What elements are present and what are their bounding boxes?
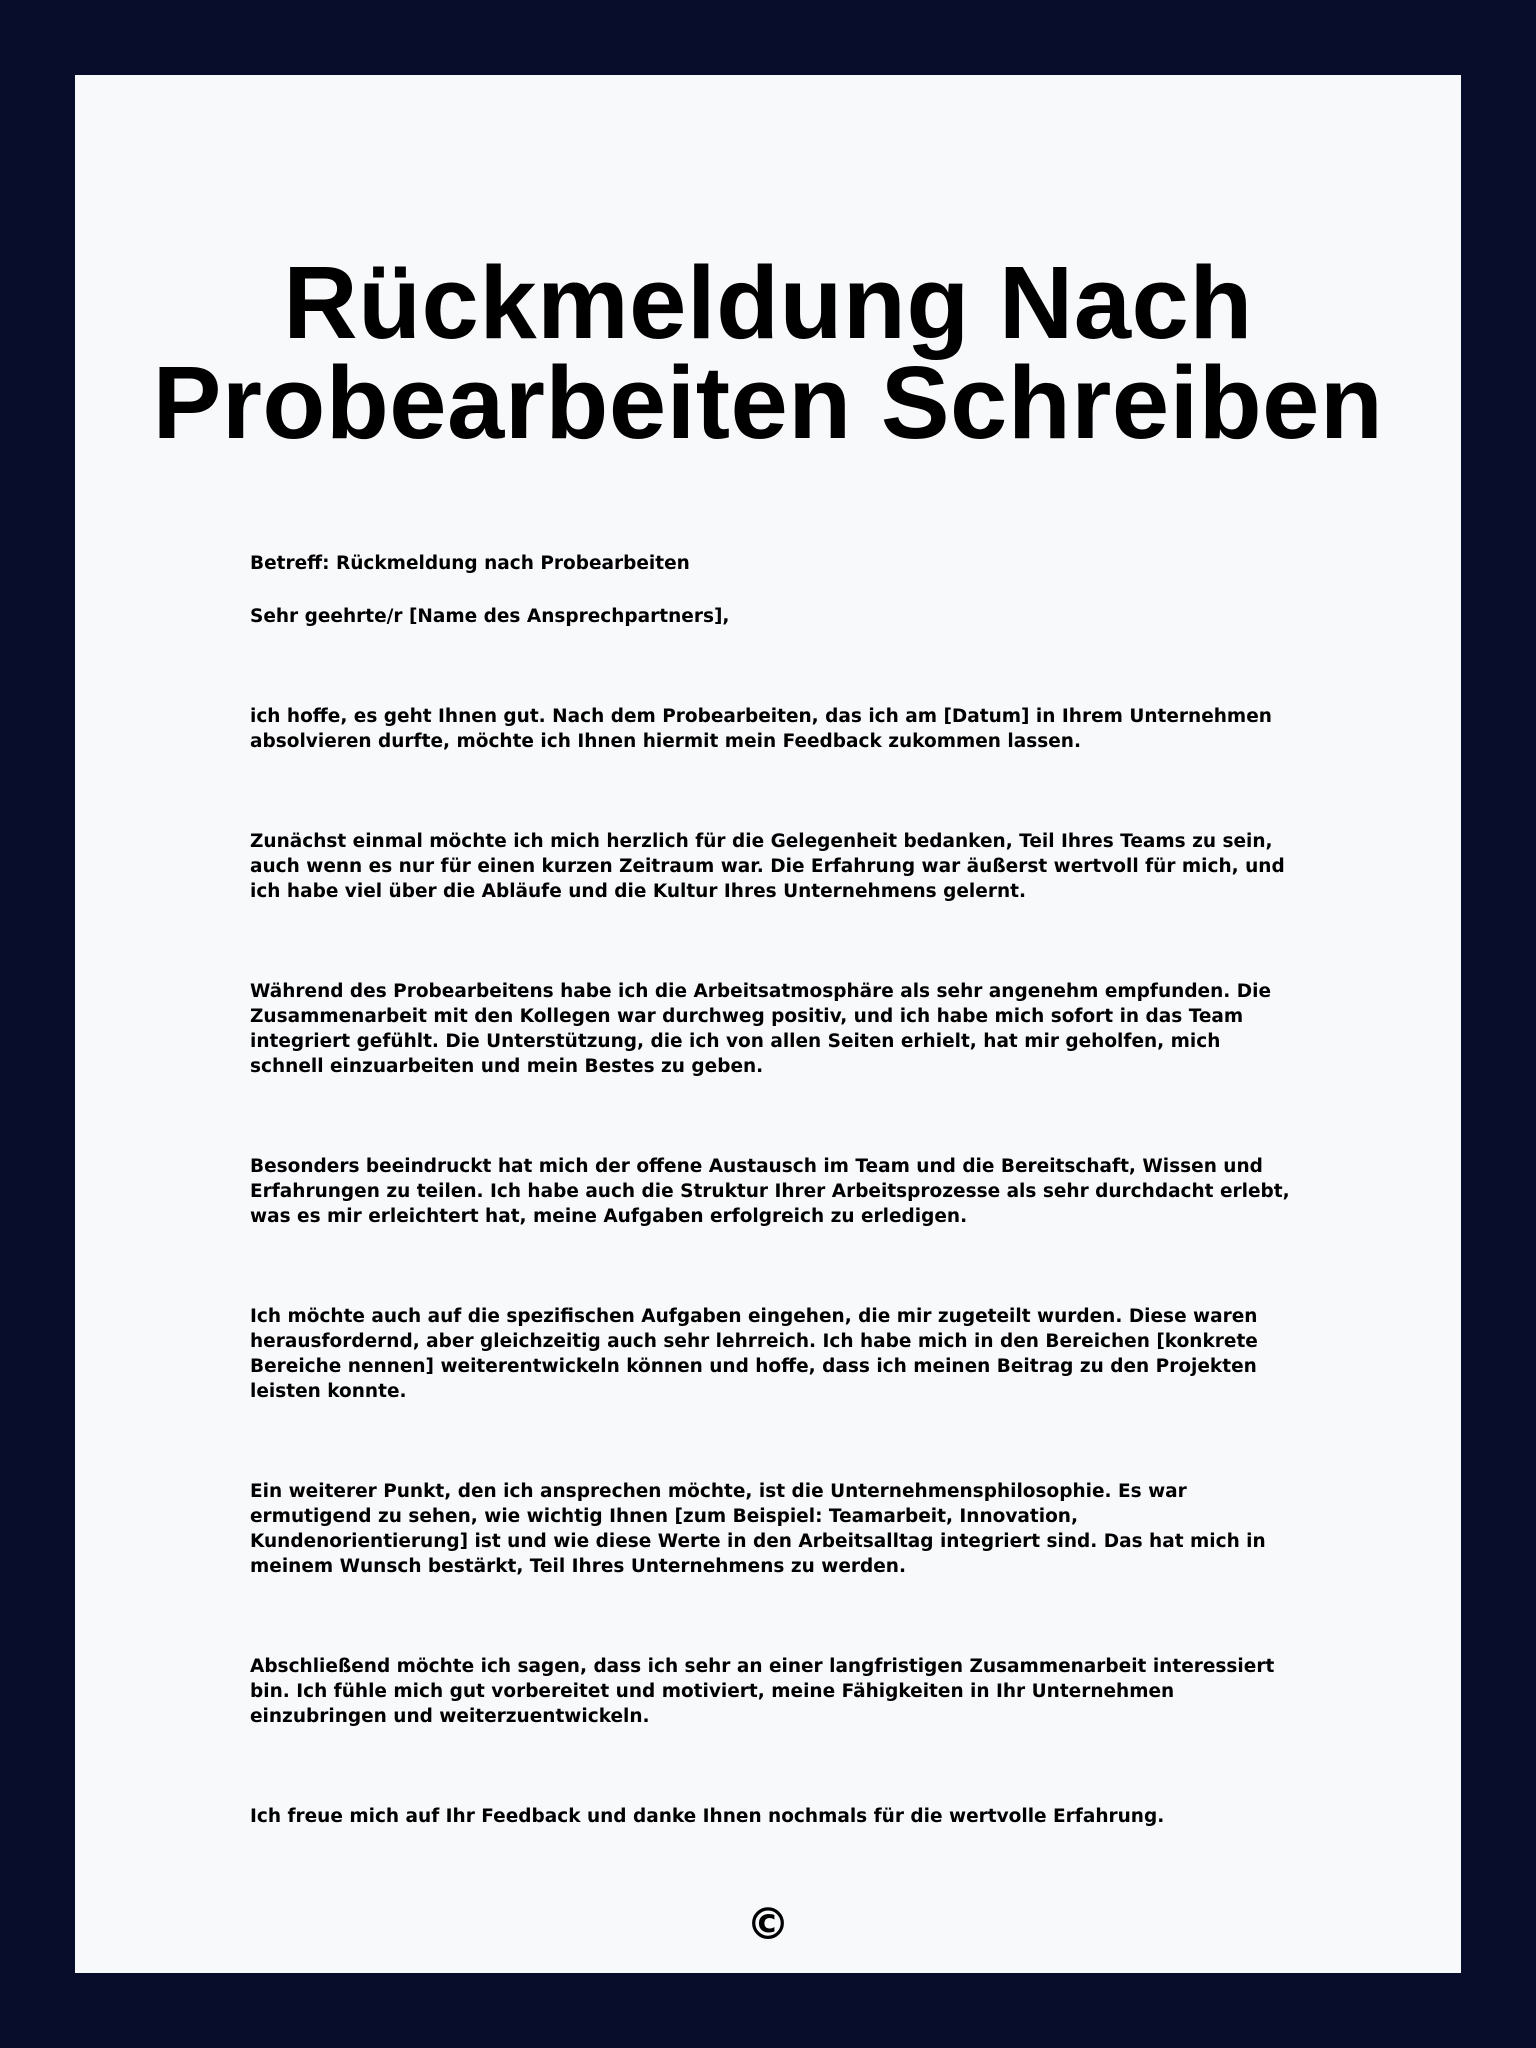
paragraph-3: Während des Probearbeitens habe ich die Arbeitsatmosphäre als sehr angenehm empfunden. Die Zusammenarbeit mit den Kollegen war durchweg positiv, und ich habe mich sofort in das Team integriert gefühlt. Die Unterstützung, die ich von allen Seiten erhielt, hat mir geholfen, mich schnell einzuarbeiten und mein Bestes zu geben.: [250, 981, 1271, 1077]
paragraph-5: Ich möchte auch auf die spezifischen Aufgaben eingehen, die mir zugeteilt wurden. Diese waren herausfordernd, aber gleichzeitig auch sehr lehrreich. Ich habe mich in den Bereichen [konkrete Bereiche nennen] weiterentwickeln können und hoffe, dass ich meinen Beitrag zu den Projekten leisten konnte.: [250, 1306, 1258, 1402]
paragraph-7: Abschließend möchte ich sagen, dass ich sehr an einer langfristigen Zusammenarbeit interessiert bin. Ich fühle mich gut vorbereitet und motiviert, meine Fähigkeiten in Ihr Unternehmen einzubringen und weiterzuentwickeln.: [250, 1656, 1275, 1727]
copyright-icon: ©: [746, 1899, 790, 1950]
paragraph-6: Ein weiterer Punkt, den ich ansprechen möchte, ist die Unternehmensphilosophie. Es war ermutigend zu sehen, wie wichtig Ihnen [zum Beispiel: Teamarbeit, Innovation, Kundenorientierung] ist und wie diese Werte in den Arbeitsalltag integriert sind. Das hat mich in meinem Wunsch bestärkt, Teil Ihres Unternehmens zu werden.: [250, 1481, 1266, 1577]
paragraph-1: ich hoffe, es geht Ihnen gut. Nach dem Probearbeiten, das ich am [Datum] in Ihrem Unternehmen absolvieren durfte, möchte ich Ihnen hiermit mein Feedback zukommen lassen.: [250, 706, 1272, 752]
document-page: [75, 75, 1461, 1973]
paragraph-4: Besonders beeindruckt hat mich der offene Austausch im Team und die Bereitschaft, Wissen und Erfahrungen zu teilen. Ich habe auch die Struktur Ihrer Arbeitsprozesse als sehr durchdacht erlebt, was es mir erleichtert hat, meine Aufgaben erfolgreich zu erledigen.: [250, 1156, 1290, 1227]
letter-subject: Betreff: Rückmeldung nach Probearbeiten: [250, 553, 690, 574]
page-title: [75, 245, 1461, 460]
letter-body: [250, 551, 1290, 1829]
letter-salutation: Sehr geehrte/r [Name des Ansprechpartners],: [250, 606, 730, 627]
paragraph-8: Ich freue mich auf Ihr Feedback und danke Ihnen nochmals für die wertvolle Erfahrung.: [250, 1806, 1165, 1827]
paragraph-2: Zunächst einmal möchte ich mich herzlich für die Gelegenheit bedanken, Teil Ihres Teams zu sein, auch wenn es nur für einen kurzen Zeitraum war. Die Erfahrung war äußerst wertvoll für mich, und ich habe viel über die Abläufe und die Kultur Ihres Unternehmens gelernt.: [250, 831, 1285, 902]
title-line-1: Rückmeldung Nach: [283, 245, 1253, 360]
title-line-2: Probearbeiten Schreiben: [152, 345, 1384, 460]
